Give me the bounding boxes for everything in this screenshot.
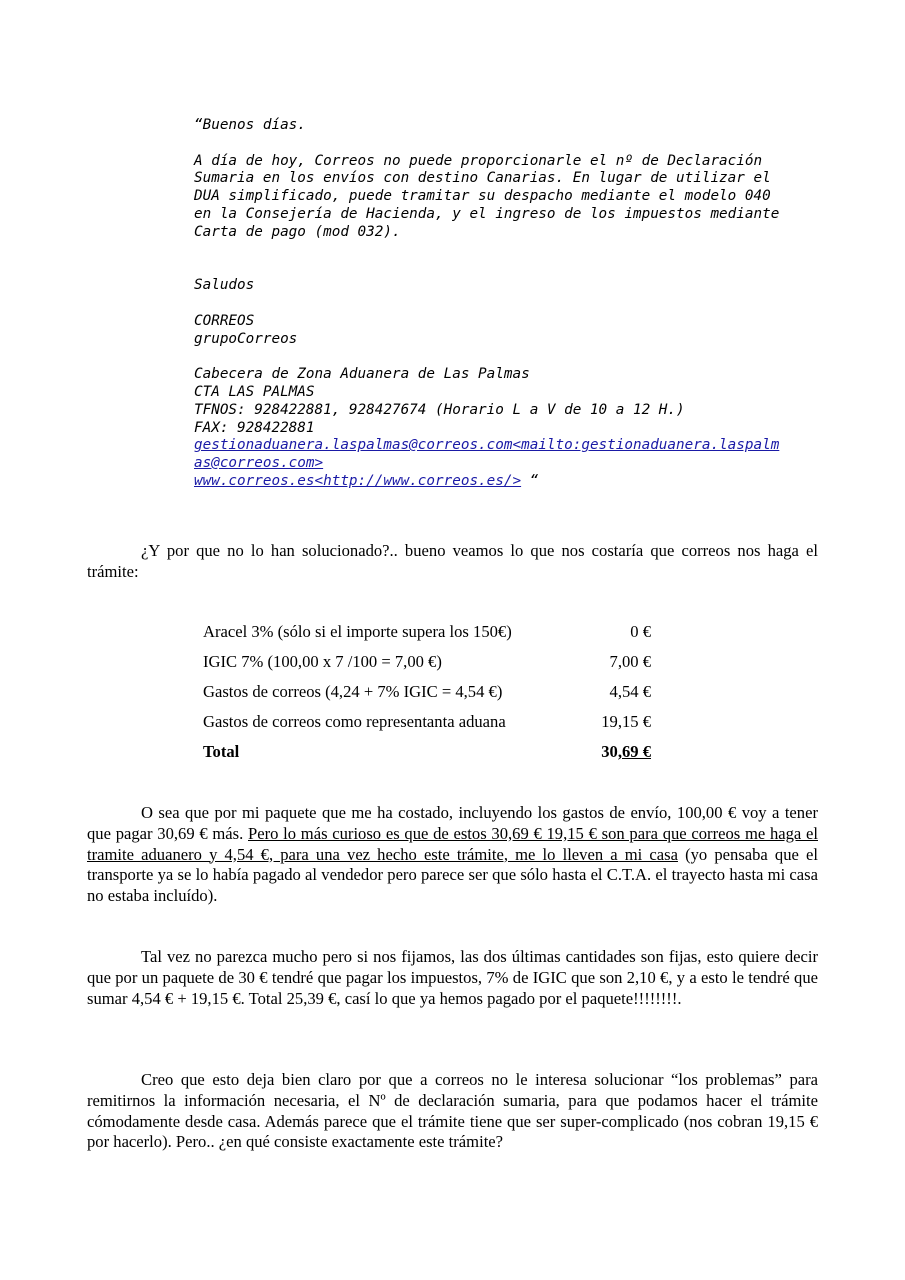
total-amount: 30,69 € bbox=[601, 742, 651, 761]
total-label: Total bbox=[203, 742, 240, 761]
cost-row bbox=[203, 650, 651, 680]
cost-amount: 0 € bbox=[630, 622, 651, 641]
cost-row bbox=[203, 620, 651, 650]
intro-text: ¿Y por que no lo han solucionado?.. bueno veamos lo que nos costaría que correos nos haga el trámite: bbox=[87, 541, 818, 581]
email-phones: TFNOS: 928422881, 928427674 (Horario L a V de 10 a 12 H.) bbox=[194, 401, 685, 418]
cost-label: IGIC 7% (100,00 x 7 /100 = 7,00 €) bbox=[203, 652, 442, 671]
closing-quote: “ bbox=[521, 472, 539, 489]
email-fax: FAX: 928422881 bbox=[194, 419, 315, 436]
cost-row bbox=[203, 680, 651, 710]
underlined-remark: Pero lo más curioso es que de estos 30,69 € 19,15 € son para que correos me haga el tramite aduanero y 4,54 €, para una vez hecho este trámite, me lo lleven a mi casa bbox=[87, 823, 818, 864]
email-body-line: en la Consejería de Hacienda, y el ingreso de los impuestos mediante bbox=[194, 205, 780, 222]
email-greeting: “Buenos días. bbox=[194, 117, 306, 133]
email-body-line: Sumaria en los envíos con destino Canarias. En lugar de utilizar el bbox=[194, 170, 771, 187]
email-org: CORREOS bbox=[194, 312, 255, 329]
email-body-line: DUA simplificado, puede tramitar su despacho mediante el modelo 040 bbox=[194, 188, 771, 205]
email-org-group: grupoCorreos bbox=[194, 330, 298, 347]
cost-total-row bbox=[203, 740, 651, 770]
email-cta: CTA LAS PALMAS bbox=[194, 383, 315, 400]
cost-label: Aracel 3% (sólo si el importe supera los 150€) bbox=[203, 622, 512, 641]
email-body-line: A día de hoy, Correos no puede proporcionarle el nº de Declaración bbox=[194, 152, 763, 169]
email-address-link-cont[interactable]: as@correos.com> bbox=[194, 455, 324, 472]
email-closing: Saludos bbox=[194, 277, 255, 294]
paragraph-cost-explanation: O sea que por mi paquete que me ha costado, incluyendo los gastos de envío, 100,00 € voy a tener que pagar 30,69 € más. Pero lo más curioso es que de estos 30,69 € 19,15 € son para que correos me haga el tramite aduanero y 4,54 €, para una vez hecho este trámite, me lo lleven a mi casa (yo pensaba que el transporte ya se lo había pagado al vendedor pero parece ser que sólo hasta el C.T.A. el trayecto hasta mi casa no estaba incluído). bbox=[87, 803, 818, 906]
website-link[interactable]: www.correos.es<http://www.correos.es/> bbox=[194, 472, 522, 489]
intro-paragraph bbox=[87, 541, 818, 583]
cost-label: Gastos de correos (4,24 + 7% IGIC = 4,54 €) bbox=[203, 682, 503, 701]
email-body-line: Carta de pago (mod 032). bbox=[194, 223, 401, 240]
costs-table bbox=[203, 620, 651, 770]
cost-amount: 4,54 € bbox=[609, 682, 651, 701]
email-office: Cabecera de Zona Aduanera de Las Palmas bbox=[194, 366, 530, 383]
paragraph-fixed-costs: Tal vez no parezca mucho pero si nos fijamos, las dos últimas cantidades son fijas, esto quiere decir que por un paquete de 30 € tendré que pagar los impuestos, 7% de IGIC que son 2,10 €, y a esto le tendré que sumar 4,54 € + 19,15 €. Total 25,39 €, casí lo que ya hemos pagado por el paquete!!!!!!!!. bbox=[87, 947, 818, 1008]
paragraph-conclusion: Creo que esto deja bien claro por que a correos no le interesa solucionar “los problemas” para remitirnos la información necesaria, el Nº de declaración sumaria, para que podamos hacer el trámite cómodamente desde casa. Además parece que el trámite tiene que ser super-complicado (nos cobran 19,15 € por hacerlo). Pero.. ¿en qué consiste exactamente este trámite? bbox=[87, 1070, 818, 1152]
cost-amount: 7,00 € bbox=[609, 652, 651, 671]
cost-label: Gastos de correos como representanta aduana bbox=[203, 712, 506, 731]
quoted-email bbox=[194, 117, 818, 491]
cost-row bbox=[203, 710, 651, 740]
email-address-link[interactable]: gestionaduanera.laspalmas@correos.com<mailto:gestionaduanera.laspalm bbox=[194, 437, 780, 454]
cost-amount: 19,15 € bbox=[601, 712, 651, 731]
